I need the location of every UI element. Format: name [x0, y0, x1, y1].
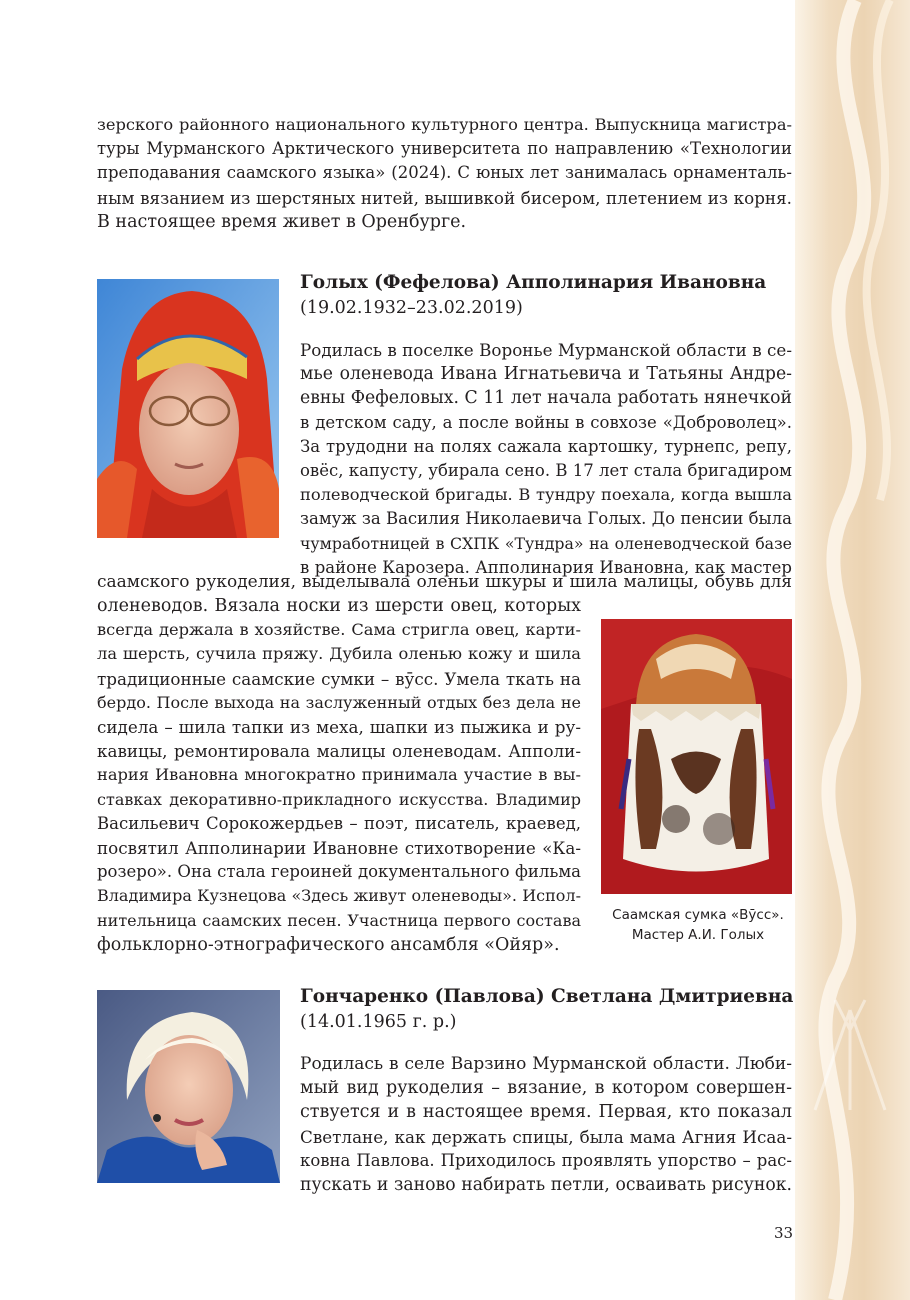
bio-golykh-full-line — [97, 570, 792, 594]
text-line: оленеводов. Вязала носки из шерсти овец, которых — [97, 596, 581, 616]
text-line: всегда держала в хозяйстве. Сама стригла овец, карти- — [97, 620, 581, 640]
text-line: посвятил Апполинарии Ивановне стихотворение «Ка- — [97, 838, 581, 859]
text-line: ла шерсть, сучила пряжу. Дубила оленью кожу и шила — [97, 644, 581, 664]
text-line: ствуется и в настоящее время. Первая, кто показал — [300, 1102, 792, 1123]
portrait-goncharenko — [97, 990, 280, 1183]
text-line: саамского рукоделия, выделывала оленьи шкуры и шила малицы, обувь для — [97, 572, 792, 592]
text-line: зерского районного национального культурного центра. Выпускница магистра- — [97, 115, 792, 134]
text-line: Светлане, как держать спицы, была мама Агния Исаа- — [300, 1126, 792, 1147]
text-line: кавицы, ремонтировала малицы оленеводам. Апполи- — [97, 741, 581, 762]
text-line: традиционные саамские сумки – вӯсс. Умела ткать на — [97, 668, 581, 689]
text-line: овёс, капусту, убирала сено. В 17 лет стала бригадиром — [300, 461, 792, 481]
portrait-golykh — [97, 279, 279, 538]
bio-golykh-wrap — [97, 594, 581, 957]
bio-golykh-top — [300, 338, 792, 580]
text-line: замуж за Василия Николаевича Голых. До пенсии была — [300, 509, 792, 529]
intro-paragraph — [97, 113, 792, 234]
caption-line: Саамская сумка «Вӯсс». — [612, 907, 784, 923]
person-dates-goncharenko: (14.01.1965 г. р.) — [300, 1012, 457, 1032]
text-line: нительница саамских песен. Участница первого состава — [97, 910, 581, 930]
text-line: розеро». Она стала героиней документального фильма — [97, 862, 581, 882]
person-name-goncharenko: Гончаренко (Павлова) Светлана Дмитриевна — [300, 986, 794, 1007]
swirl-ornament — [795, 0, 910, 1300]
text-line: нария Ивановна многократно принимала участие в вы- — [97, 765, 581, 785]
text-line: полеводческой бригады. В тундру поехала, когда вышла — [300, 485, 792, 505]
text-line: Родилась в селе Варзино Мурманской области. Люби- — [300, 1054, 792, 1074]
text-line: в детском саду, а после войны в совхозе «Доброволец». — [300, 412, 792, 432]
text-line: Владимира Кузнецова «Здесь живут оленеводы». Испол- — [97, 886, 581, 906]
text-line: Родилась в поселке Воронье Мурманской области в се- — [300, 340, 792, 360]
page-number: 33 — [774, 1224, 794, 1242]
text-line: ставках декоративно-прикладного искусства. Владимир — [97, 789, 581, 809]
text-line: бердо. После выхода на заслуженный отдых без дела не — [97, 692, 581, 712]
caption-line: Мастер А.И. Голых — [631, 927, 765, 943]
text-line: ным вязанием из шерстяных нитей, вышивкой бисером, плетением из корня. — [97, 187, 792, 208]
photo-saami-bag — [601, 619, 792, 894]
text-line: преподавания саамского языка» (2024). С юных лет занималась орнаменталь- — [97, 163, 792, 183]
text-line: сидела – шила тапки из меха, шапки из пыжика и ру- — [97, 717, 581, 738]
text-line: фольклорно-этнографического ансамбля «Ойяр». — [97, 934, 560, 955]
text-line: мый вид рукоделия – вязание, в котором совершен- — [300, 1078, 792, 1099]
bio-goncharenko — [300, 1052, 792, 1197]
person-name-golykh: Голых (Фефелова) Апполинария Ивановна — [300, 272, 767, 293]
text-line: пускать и заново набирать петли, осваивать рисунок. — [300, 1175, 792, 1196]
text-line: Васильевич Сорокожердьев – поэт, писатель, краевед, — [97, 813, 581, 833]
text-line: в районе Карозера. Апполинария Ивановна, как мастер — [300, 557, 792, 577]
text-line: ковна Павлова. Приходилось проявлять упорство – рас- — [300, 1150, 792, 1170]
text-line: туры Мурманского Арктического университета по направлению «Технологии — [97, 139, 792, 159]
text-line: В настоящее время живет в Оренбурге. — [97, 211, 467, 232]
decorative-side-strip — [795, 0, 910, 1300]
person-dates-golykh: (19.02.1932–23.02.2019) — [300, 298, 523, 318]
text-line: За трудодни на полях сажала картошку, турнепс, репу, — [300, 436, 792, 456]
photo-caption — [600, 905, 796, 945]
text-line: чумработницей в СХПК «Тундра» на оленеводческой базе — [300, 533, 792, 553]
text-line: евны Фефеловых. С 11 лет начала работать нянечкой — [300, 388, 792, 409]
text-line: мье оленевода Ивана Игнатьевича и Татьяны Андре- — [300, 364, 792, 385]
